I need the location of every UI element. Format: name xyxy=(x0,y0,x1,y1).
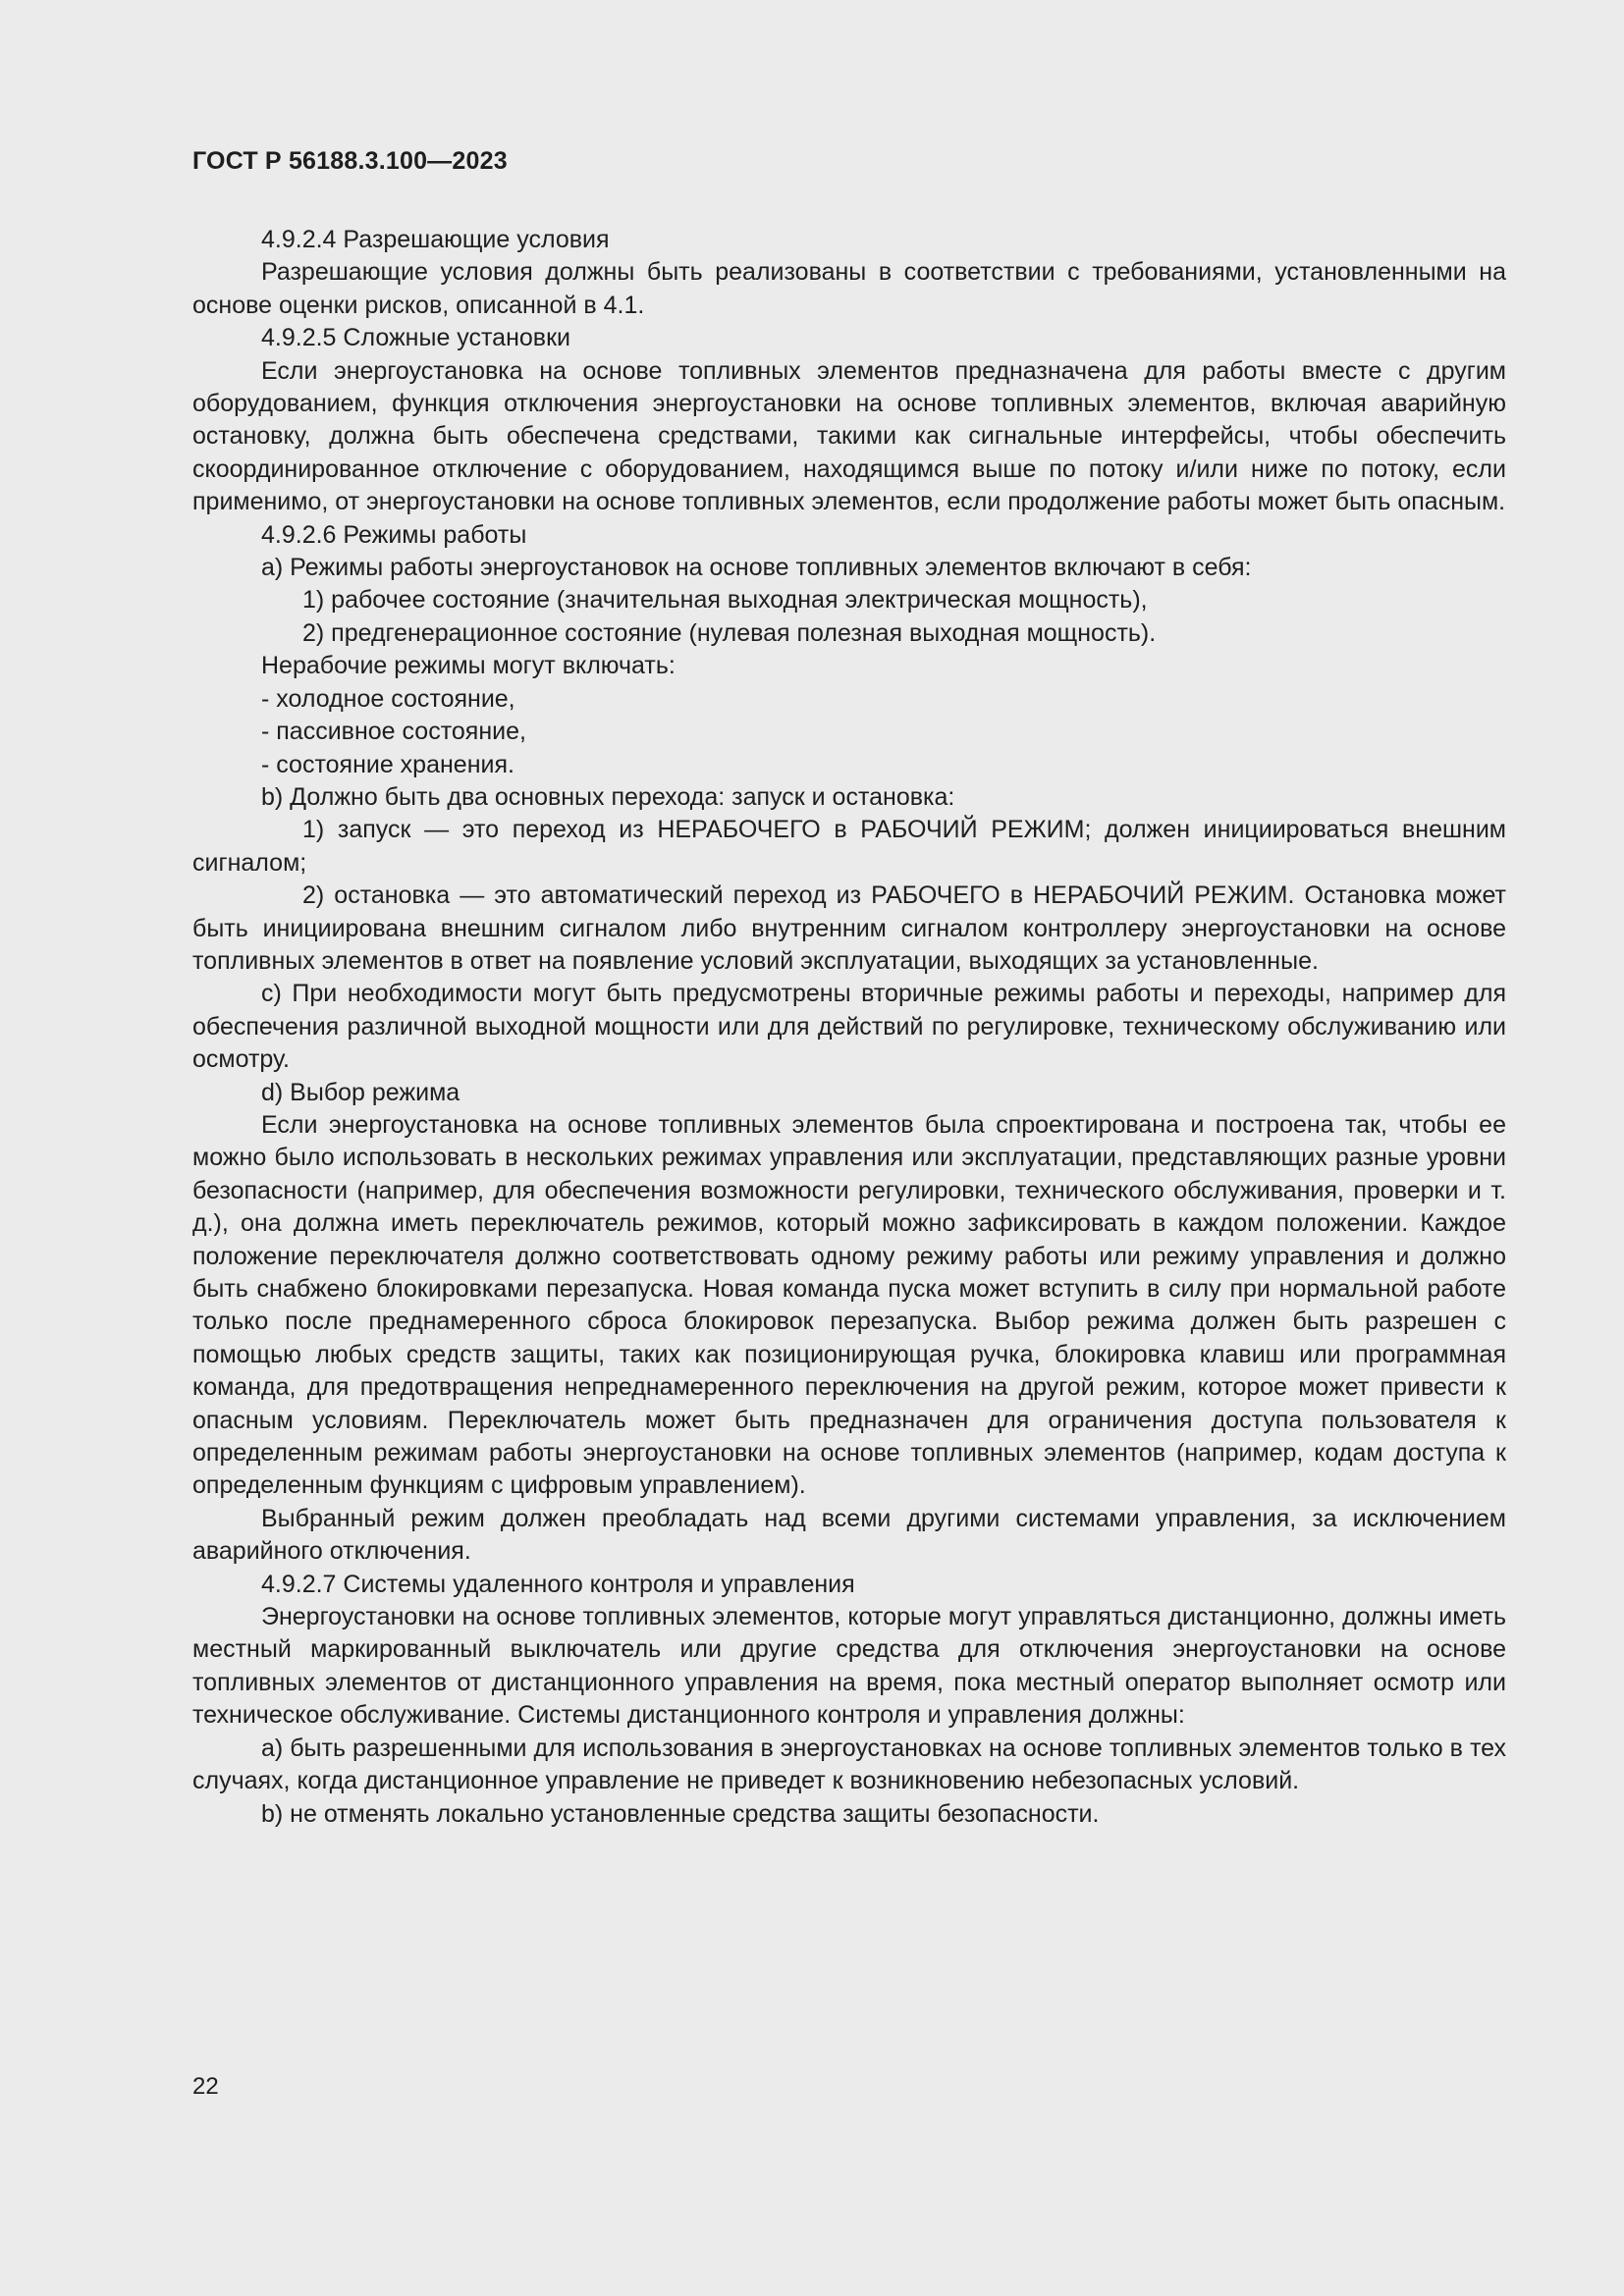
heading-4-9-2-7: 4.9.2.7 Системы удаленного контроля и управления xyxy=(261,1570,855,1598)
list-item-c: c) При необходимости могут быть предусмотрены вторичные режимы работы и переходы, например для обеспечения различной выходной мощности или для действий по регулировке, техническому обслуживанию или осмотру. xyxy=(192,980,1506,1074)
document-header: ГОСТ Р 56188.3.100—2023 xyxy=(192,147,508,175)
list-subitem-shutdown: 2) остановка — это автоматический переход из РАБОЧЕГО в НЕРАБОЧИЙ РЕЖИМ. Остановка может быть инициирована внешним сигналом либо внутренним сигналом контроллеру энергоустановки на основе топливных элементов в ответ на появление условий эксплуатации, выходящих за установленные. xyxy=(192,881,1506,975)
page-number: 22 xyxy=(192,2073,219,2100)
list-subitem-2: 2) предгенерационное состояние (нулевая полезная выходная мощность). xyxy=(302,618,1157,647)
list-item-remote-a: a) быть разрешенными для использования в энергоустановках на основе топливных элементов только в тех случаях, когда дистанционное управление не приведет к возникновению небезопасных условий. xyxy=(192,1734,1506,1795)
list-subitem-startup: 1) запуск — это переход из НЕРАБОЧЕГО в РАБОЧИЙ РЕЖИМ; должен инициироваться внешним сигналом; xyxy=(192,816,1506,877)
list-subitem-1: 1) рабочее состояние (значительная выходная электрическая мощность), xyxy=(302,586,1148,614)
document-page xyxy=(192,0,1508,2296)
dash-item-passive: - пассивное состояние, xyxy=(261,718,526,746)
paragraph-selected-mode: Выбранный режим должен преобладать над всеми другими системами управления, за исключением аварийного отключения. xyxy=(192,1504,1506,1566)
paragraph-permissive-conditions: Разрешающие условия должны быть реализованы в соответствии с требованиями, установленными на основе оценки рисков, описанной в 4.1. xyxy=(192,258,1506,319)
paragraph-mode-selection: Если энергоустановка на основе топливных элементов была спроектирована и построена так, чтобы ее можно было использовать в нескольких режимах управления или эксплуатации, представляющих разные уровни безопасности (например, для обеспечения возможности регулировки, технического обслуживания, проверки и т. д.), она должна иметь переключатель режимов, который можно зафиксировать в каждом положении. Каждое положение переключателя должно соответствовать одному режиму работы или режиму управления и должно быть снабжено блокировками перезапуска. Новая команда пуска может вступить в силу при нормальной работе только после преднамеренного сброса блокировок перезапуска. Выбор режима должен быть разрешен с помощью любых средств защиты, таких как позиционирующая ручка, блокировка клавиш или программная команда, для предотвращения непреднамеренного переключения на другой режим, которое может привести к опасным условиям. Переключатель может быть предназначен для ограничения доступа пользователя к определенным режимам работы энергоустановки на основе топливных элементов (например, кодам доступа к определенным функциям с цифровым управлением). xyxy=(192,1110,1506,1500)
list-item-a: a) Режимы работы энергоустановок на основе топливных элементов включают в себя: xyxy=(261,554,1252,582)
paragraph-nonoperating-modes: Нерабочие режимы могут включать: xyxy=(261,652,676,680)
heading-4-9-2-5: 4.9.2.5 Сложные установки xyxy=(261,324,570,352)
dash-item-storage: - состояние хранения. xyxy=(261,750,514,778)
list-item-d: d) Выбор режима xyxy=(261,1078,460,1106)
list-item-remote-b: b) не отменять локально установленные средства защиты безопасности. xyxy=(261,1799,1100,1828)
heading-4-9-2-4: 4.9.2.4 Разрешающие условия xyxy=(261,226,610,253)
list-item-b: b) Должно быть два основных перехода: запуск и остановка: xyxy=(261,782,955,811)
heading-4-9-2-6: 4.9.2.6 Режимы работы xyxy=(261,520,527,549)
paragraph-complex-installations: Если энергоустановка на основе топливных элементов предназначена для работы вместе с другим оборудованием, функция отключения энергоустановки на основе топливных элементов, включая аварийную остановку, должна быть обеспечена средствами, такими как сигнальные интерфейсы, чтобы обеспечить скоординированное отключение с оборудованием, находящимся выше по потоку и/или ниже по потоку, если применимо, от энергоустановки на основе топливных элементов, если продолжение работы может быть опасным. xyxy=(192,356,1506,516)
dash-item-cold: - холодное состояние, xyxy=(261,684,515,713)
paragraph-remote-control: Энергоустановки на основе топливных элементов, которые могут управляться дистанционно, должны иметь местный маркированный выключатель или другие средства для отключения энергоустановки на основе топливных элементов от дистанционного управления на время, пока местный оператор выполняет осмотр или техническое обслуживание. Системы дистанционного контроля и управления должны: xyxy=(192,1603,1506,1730)
document-body xyxy=(192,224,1506,1831)
